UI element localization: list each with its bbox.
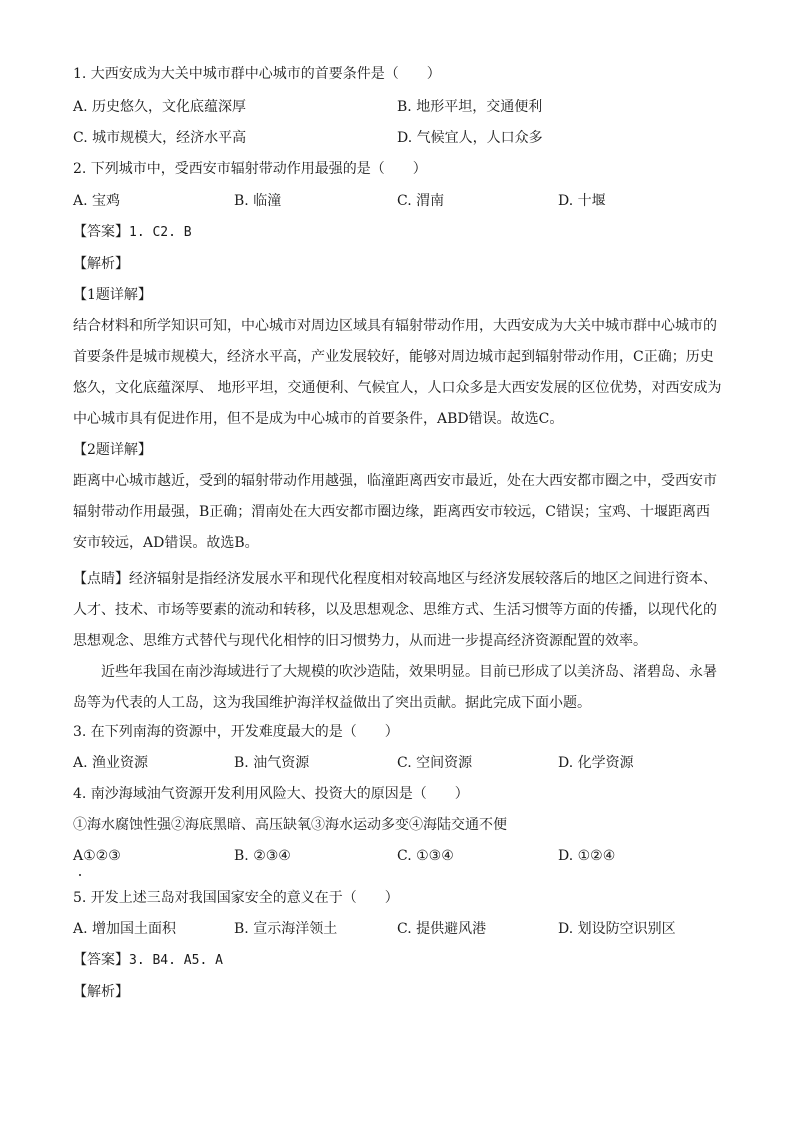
question-4-option-c: C. ①③④ (397, 848, 454, 864)
question-2-option-b: B. 临潼 (234, 193, 282, 209)
question-5-option-b: B. 宣示海洋领土 (234, 921, 338, 937)
analysis-heading-2: 【解析】 (73, 984, 129, 1000)
question-1-option-b: B. 地形平坦，交通便利 (397, 99, 543, 115)
question-3-option-a: A. 渔业资源 (73, 755, 149, 771)
question-1-option-c: C. 城市规模大，经济水平高 (73, 130, 247, 146)
question-4-option-a: A①②③ (73, 848, 121, 864)
answer-label: 【答案】 (73, 952, 129, 968)
question-3-option-d: D. 化学资源 (558, 755, 634, 771)
material-paragraph: 近些年我国在南沙海域进行了大规模的吹沙造陆，效果明显。目前已形成了以美济岛、渚碧岛、永暑岛等为代表的人工岛，这为我国维护海洋权益做出了突出贡献。据此完成下面小题。 (73, 664, 717, 711)
question-5-option-d: D. 划设防空识别区 (558, 921, 676, 937)
remark-label: 【点睛】 (73, 571, 129, 587)
question-2-stem: 2. 下列城市中，受西安市辐射带动作用最强的是（ ） (73, 161, 427, 177)
question-1-option-d: D. 气候宜人，人口众多 (397, 130, 543, 146)
detail-2-text: 距离中心城市越近，受到的辐射带动作用越强，临潼距离西安市最近，处在大西安都市圈之中，受西安市辐射带动作用最强，B正确；渭南处在大西安都市圈边缘，距离西安市较远，C错误；宝鸡、十堰距离西安市较远，AD错误。故选B。 (73, 473, 717, 551)
analysis-heading-1: 【解析】 (73, 256, 129, 272)
question-3-stem: 3. 在下列南海的资源中，开发难度最大的是（ ） (73, 724, 399, 740)
detail-1-text: 结合材料和所学知识可知，中心城市对周边区域具有辐射带动作用，大西安成为大关中城市群中心城市的首要条件是城市规模大，经济水平高，产业发展较好，能够对周边城市起到辐射带动作用，C正确；历史悠久，文化底蕴深厚、 地形平坦，交通便利、气候宜人，人口众多是大西安发展的区位优势，对西安成为中心城市具有促进作用，但不是成为中心城市的首要条件，ABD错误。故选C。 (73, 318, 722, 427)
stray-dot (79, 874, 81, 876)
question-5-stem: 5. 开发上述三岛对我国国家安全的意义在于（ ） (73, 890, 399, 906)
question-3-option-c: C. 空间资源 (397, 755, 473, 771)
answer-block-2 (73, 950, 223, 971)
question-3-option-b: B. 油气资源 (234, 755, 310, 771)
question-2-option-d: D. 十堰 (558, 193, 606, 209)
question-4-option-b: B. ②③④ (234, 848, 291, 864)
question-1-option-a: A. 历史悠久，文化底蕴深厚 (73, 99, 247, 115)
remark-paragraph (73, 564, 723, 657)
question-2-option-a: A. 宝鸡 (73, 193, 121, 209)
question-1-stem: 1. 大西安成为大关中城市群中心城市的首要条件是（ ） (73, 66, 441, 82)
detail-1-heading: 【1题详解】 (73, 287, 152, 303)
answer-block-1 (73, 222, 192, 243)
answer-text: 3. B4. A5. A (129, 953, 223, 968)
question-5-option-c: C. 提供避风港 (397, 921, 487, 937)
detail-2-heading: 【2题详解】 (73, 442, 152, 458)
question-4-stem: 4. 南沙海域油气资源开发利用风险大、投资大的原因是（ ） (73, 786, 469, 802)
question-5-option-a: A. 增加国土面积 (73, 921, 177, 937)
answer-text: 1. C2. B (129, 225, 192, 240)
answer-label: 【答案】 (73, 224, 129, 240)
question-2-option-c: C. 渭南 (397, 193, 445, 209)
question-4-conditions: ①海水腐蚀性强②海底黑暗、高压缺氧③海水运动多变④海陆交通不便 (73, 817, 507, 833)
question-4-option-d: D. ①②④ (558, 848, 616, 864)
remark-text: 经济辐射是指经济发展水平和现代化程度相对较高地区与经济发展较落后的地区之间进行资本、人才、技术、市场等要素的流动和转移，以及思想观念、思维方式、生活习惯等方面的传播，以现代化的思想观念、思维方式替代与现代化相悖的旧习惯势力，从而进一步提高经济资源配置的效率。 (73, 571, 717, 649)
